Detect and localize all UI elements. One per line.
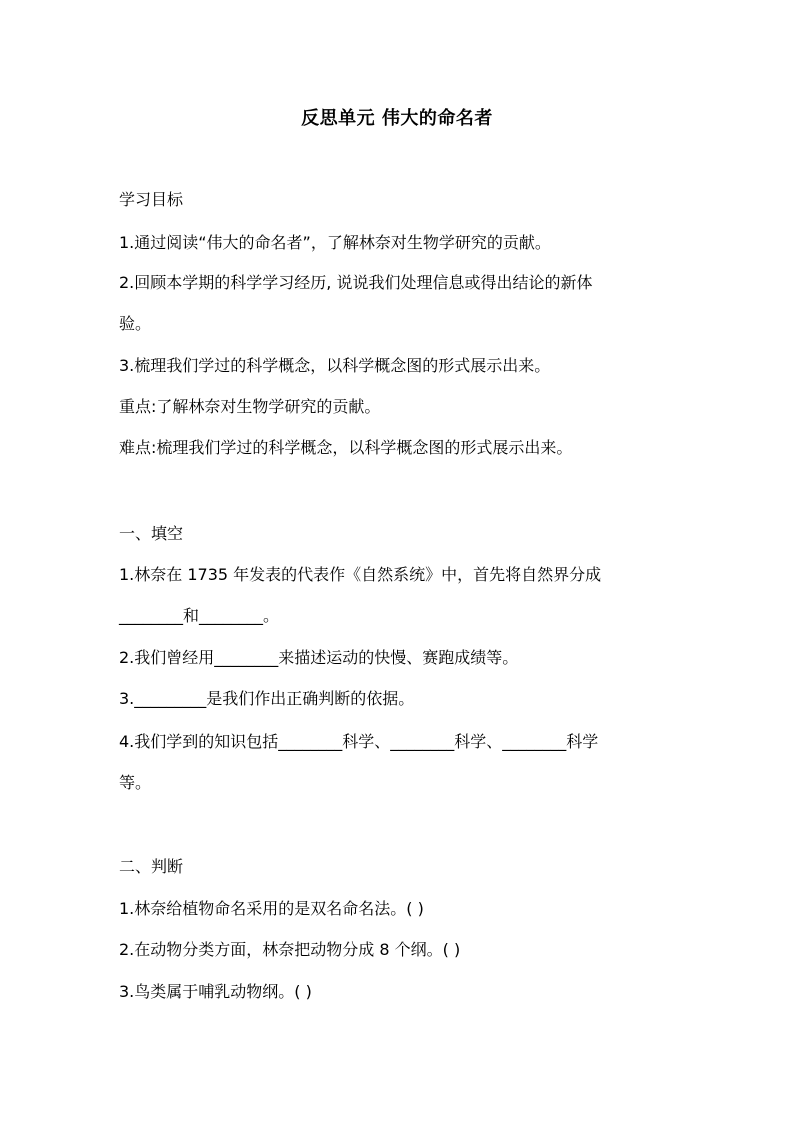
- fill-blank-question: 1.林奈在 1735 年发表的代表作《自然系统》中，首先将自然界分成: [119, 565, 602, 584]
- judgement-heading: 二、判断: [119, 857, 184, 876]
- judgement-question: 2.在动物分类方面，林奈把动物分成 8 个纲。( ): [119, 940, 461, 959]
- fill-blank-question: 4.我们学到的知识包括________科学、________科学、________科学: [119, 732, 599, 751]
- objectives-heading: 学习目标: [119, 190, 184, 209]
- page-title: 反思单元 伟大的命名者: [301, 108, 493, 129]
- difficulty-point: 难点:梳理我们学过的科学概念，以科学概念图的形式展示出来。: [119, 438, 573, 457]
- objective-item: 3.梳理我们学过的科学概念，以科学概念图的形式展示出来。: [119, 356, 551, 375]
- objective-item: 2.回顾本学期的科学学习经历, 说说我们处理信息或得出结论的新体: [119, 273, 593, 292]
- judgement-question: 3.鸟类属于哺乳动物纲。( ): [119, 982, 312, 1001]
- fill-blank-question-continuation: ________和________。: [119, 606, 280, 625]
- judgement-question: 1.林奈给植物命名采用的是双名命名法。( ): [119, 899, 424, 918]
- fill-blank-question: 2.我们曾经用________来描述运动的快慢、赛跑成绩等。: [119, 648, 519, 667]
- key-point: 重点:了解林奈对生物学研究的贡献。: [119, 397, 381, 416]
- fill-blank-question-continuation: 等。: [119, 773, 152, 792]
- fill-blank-heading: 一、填空: [119, 524, 184, 543]
- objective-item: 1.通过阅读“伟大的命名者”，了解林奈对生物学研究的贡献。: [119, 233, 551, 252]
- fill-blank-question: 3._________是我们作出正确判断的依据。: [119, 689, 415, 708]
- objective-item-continuation: 验。: [119, 314, 152, 333]
